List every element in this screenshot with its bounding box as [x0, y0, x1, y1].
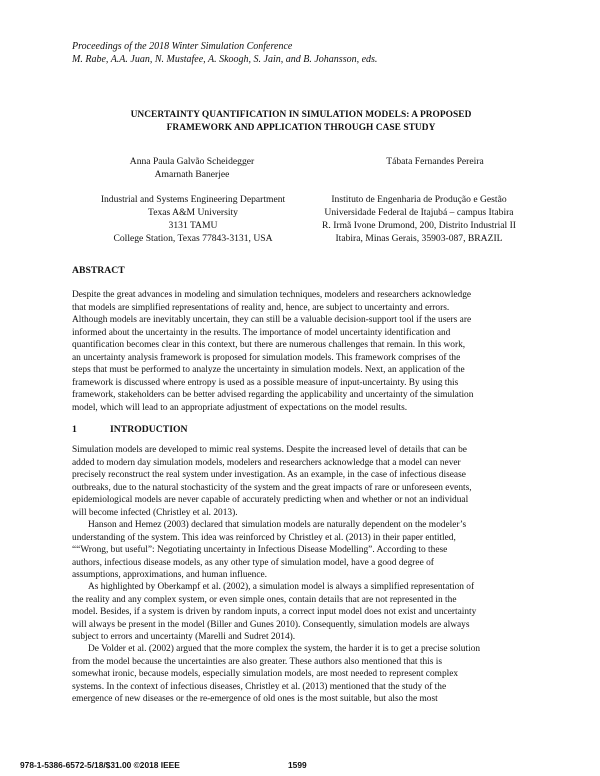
intro-paragraph-2: [72, 519, 530, 582]
authors-right: [355, 155, 515, 168]
text-line: will always be present in the model (Biller and Gunes 2010). Consequently, simulation models are always: [72, 619, 470, 630]
text-line: De Volder et al. (2002) argued that the more complex the system, the harder it is to get a precise solution: [88, 644, 481, 654]
section-title: INTRODUCTION: [110, 424, 188, 435]
editors-line: M. Rabe, A.A. Juan, N. Mustafee, A. Skoogh, S. Jain, and B. Johansson, eds.: [72, 54, 378, 65]
text-line: quantification becomes clear in this context, but there are numerous challenges that remain. In this work,: [72, 340, 466, 350]
page-number: 1599: [288, 760, 307, 770]
section-number: 1: [72, 424, 77, 435]
text-line: added to modern day simulation models, modelers and researchers acknowledge that a model can never: [72, 457, 461, 468]
text-line: subject to errors and uncertainty (Marelli and Sudret 2014).: [72, 632, 296, 642]
affiliation-line: Universidade Federal de Itajubá – campus Itabira: [324, 207, 514, 218]
affiliation-line: Industrial and Systems Engineering Department: [100, 194, 286, 205]
text-line: outbreaks, due to the natural stochasticity of the system and the great impacts of rare or unforeseen events,: [72, 482, 472, 493]
intro-paragraph-1: [72, 444, 530, 519]
text-line: authors, infectious disease models, as any other type of simulation model, have a good degree of: [72, 557, 434, 568]
text-line: ““Wrong, but useful”: Negotiating uncertainty in Infectious Disease Modelling”. According to these: [72, 545, 448, 555]
text-line: understanding of the system. This idea was reinforced by Christley et al. (2013) in their paper entitled,: [72, 532, 456, 543]
text-line: Simulation models are developed to mimic real systems. Despite the increased level of details that can be: [72, 445, 467, 455]
affiliation-line: Itabira, Minas Gerais, 35903-087, BRAZIL: [335, 233, 503, 244]
paper-title: [72, 109, 530, 135]
affiliation-right: [314, 193, 524, 245]
footer-isbn: 978-1-5386-6572-5/18/$31.00 ©2018 IEEE: [20, 760, 180, 770]
author-name: Tábata Fernandes Pereira: [386, 156, 484, 167]
text-line: Hanson and Hemez (2003) declared that simulation models are naturally dependent on the modeler’s: [88, 520, 467, 530]
affiliation-line: R. Irmã Ivone Drumond, 200, Distrito Industrial II: [322, 220, 516, 231]
text-line: Despite the great advances in modeling and simulation techniques, modelers and researchers acknowledge: [72, 290, 472, 300]
abstract-heading: ABSTRACT: [72, 265, 125, 276]
author-name: Anna Paula Galvão Scheidegger: [129, 156, 255, 167]
text-line: framework, stakeholders can be better advised regarding the applicability and uncertainty of the simulation: [72, 390, 474, 400]
proceedings-header: [72, 40, 542, 66]
text-line: Although models are inevitably uncertain, they can still be a valuable decision-support tool if the users are: [72, 315, 472, 325]
text-line: the reality and any complex system, or even simple ones, contain details that are not represented in the: [72, 594, 457, 605]
authors-left: [112, 155, 272, 181]
text-line: emergence of new diseases or the re-emergence of old ones is the most suitable, but also the most: [72, 694, 438, 704]
affiliation-left: [82, 193, 304, 245]
affiliation-line: Texas A&M University: [148, 207, 238, 218]
text-line: systems. In the context of infectious diseases, Christley et al. (2013) mentioned that the study of the: [72, 681, 447, 692]
affiliation-line: 3131 TAMU: [168, 220, 218, 231]
text-line: will become infected (Christley et al. 2013).: [72, 507, 238, 518]
text-line: somewhat ironic, because models, especially simulation models, are most needed to represent complex: [72, 669, 459, 679]
section-heading-introduction: [72, 424, 188, 435]
text-line: assumptions, approximations, and human influence.: [72, 570, 268, 580]
affiliation-line: Instituto de Engenharia de Produção e Gestão: [331, 194, 507, 205]
text-line: informed about the uncertainty in the results. The importance of model uncertainty identification and: [72, 327, 451, 338]
text-line: steps that must be performed to analyze the uncertainty in simulation models. Next, an application of the: [72, 365, 465, 375]
title-line-1: UNCERTAINTY QUANTIFICATION IN SIMULATION MODELS: A PROPOSED: [130, 110, 472, 120]
intro-paragraph-3: [72, 581, 530, 644]
text-line: As highlighted by Oberkampf et al. (2002), a simulation model is always a simplified representation of: [88, 582, 475, 592]
text-line: model. Besides, if a system is driven by random inputs, a correct input model does not exist and uncertainty: [72, 607, 477, 617]
text-line: epidemiological models are never capable of accurately predicting when and whether or not an individual: [72, 495, 469, 505]
text-line: from the model because the uncertainties are also greater. These authors also mentioned that this is: [72, 656, 443, 667]
text-line: model, which will lead to an appropriate adjustment of expectations on the model results.: [72, 402, 408, 413]
conference-name: Proceedings of the 2018 Winter Simulation Conference: [72, 41, 293, 52]
text-line: precisely reconstruct the real system under investigation. As an example, in the case of infectious disease: [72, 470, 466, 480]
title-line-2: FRAMEWORK AND APPLICATION THROUGH CASE STUDY: [166, 123, 436, 133]
abstract-paragraph: [72, 289, 530, 414]
text-line: that models are simplified representations of reality and, hence, are subject to uncertainty and errors.: [72, 302, 450, 313]
text-line: framework is discussed where entropy is used as a possible measure of input-uncertainty. By using this: [72, 377, 459, 388]
affiliation-line: College Station, Texas 77843-3131, USA: [113, 233, 273, 244]
text-line: an uncertainty analysis framework is proposed for simulation models. This framework comprises of the: [72, 352, 461, 363]
intro-paragraph-4: [72, 643, 530, 706]
author-name: Amarnath Banerjee: [154, 169, 230, 180]
